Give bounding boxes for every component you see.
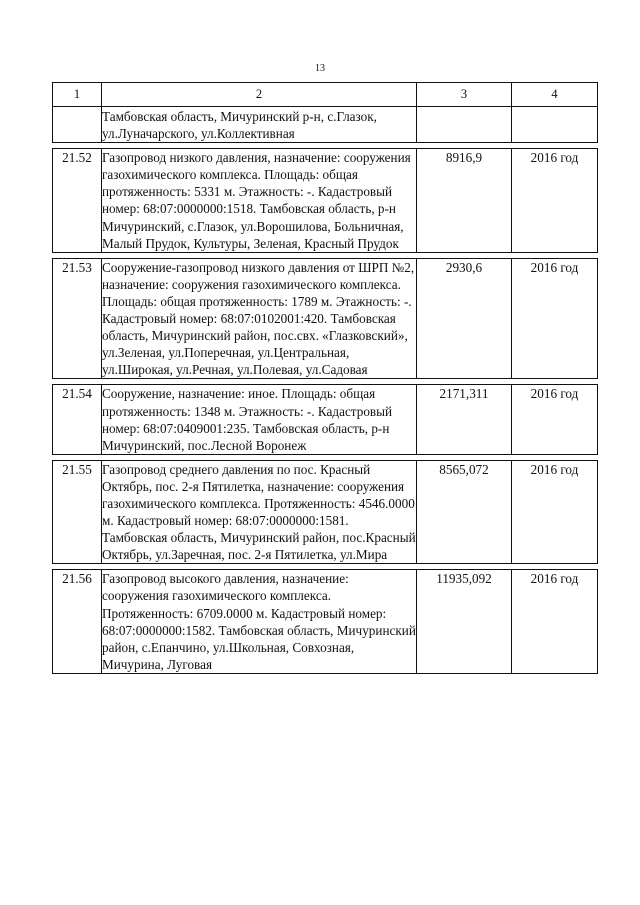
header-col-3: 3 [417, 83, 512, 107]
row-description: Газопровод среднего давления по пос. Красный Октябрь, пос. 2-я Пятилетка, назначение: сооружения газохимического комплекса. Протяженность: 4546.0000 м. Кадастровый номер: 68:07:0000000:1581. Тамбовская область, Мичуринский район, пос.Красный Октябрь, ул.Заречная, пос. 2-я Пятилетка, ул.Мира [102, 461, 416, 563]
row-value: 8916,9 [417, 149, 512, 253]
row-value: 11935,092 [417, 570, 512, 674]
table-row [53, 385, 598, 454]
row-number: 21.53 [53, 258, 102, 379]
row-number: 21.52 [53, 149, 102, 253]
row-year: 2016 год [512, 385, 598, 454]
row-number: 21.55 [53, 460, 102, 564]
row-year: 2016 год [512, 570, 598, 674]
row-description: Сооружение-газопровод низкого давления от ШРП №2, назначение: сооружения газохимического комплекса. Площадь: общая протяженность: 1789 м. Этажность: -. Кадастровый номер: 68:07:0102001:420. Тамбовская область, Мичуринский район, пос.свх. «Глазковский», ул.Зеленая, ул.Поперечная, ул.Центральная, ул.Широкая, ул.Речная, ул.Полевая, ул.Садовая [102, 258, 417, 379]
page-number: 13 [315, 63, 325, 74]
row-value: 8565,072 [417, 460, 512, 564]
header-col-2: 2 [102, 83, 417, 107]
row-year: 2016 год [512, 460, 598, 564]
table-row [53, 570, 598, 674]
row-number: 21.54 [53, 385, 102, 454]
continuation-text: Тамбовская область, Мичуринский р-н, с.Глазок, ул.Луначарского, ул.Коллективная [102, 107, 417, 143]
continuation-row [53, 107, 598, 143]
table-row [53, 460, 598, 564]
property-table [52, 82, 598, 674]
table-row [53, 258, 598, 379]
header-col-4: 4 [512, 83, 598, 107]
row-year: 2016 год [512, 149, 598, 253]
row-value: 2171,311 [417, 385, 512, 454]
header-col-1: 1 [53, 83, 102, 107]
row-value: 2930,6 [417, 258, 512, 379]
row-description: Газопровод высокого давления, назначение: сооружения газохимического комплекса. Протяженность: 6709.0000 м. Кадастровый номер: 68:07:0000000:1582. Тамбовская область, Мичуринский район, с.Епанчино, ул.Школьная, Совхозная, Мичурина, Луговая [102, 571, 416, 672]
row-year: 2016 год [512, 258, 598, 379]
table-row [53, 149, 598, 253]
row-description: Сооружение, назначение: иное. Площадь: общая протяженность: 1348 м. Этажность: -. Кадастровый номер: 68:07:0409001:235. Тамбовская область, р-н Мичуринский, пос.Лесной Воронеж [102, 385, 417, 454]
header-row [53, 83, 598, 107]
row-number: 21.56 [53, 570, 102, 674]
row-description: Газопровод низкого давления, назначение: сооружения газохимического комплекса. Площадь: общая протяженность: 5331 м. Этажность: -. Кадастровый номер: 68:07:0000000:1518. Тамбовская область, р-н Мичуринский, с.Глазок, ул.Ворошилова, Больничная, Малый Прудок, Культуры, Зеленая, Красный Прудок [102, 149, 417, 253]
